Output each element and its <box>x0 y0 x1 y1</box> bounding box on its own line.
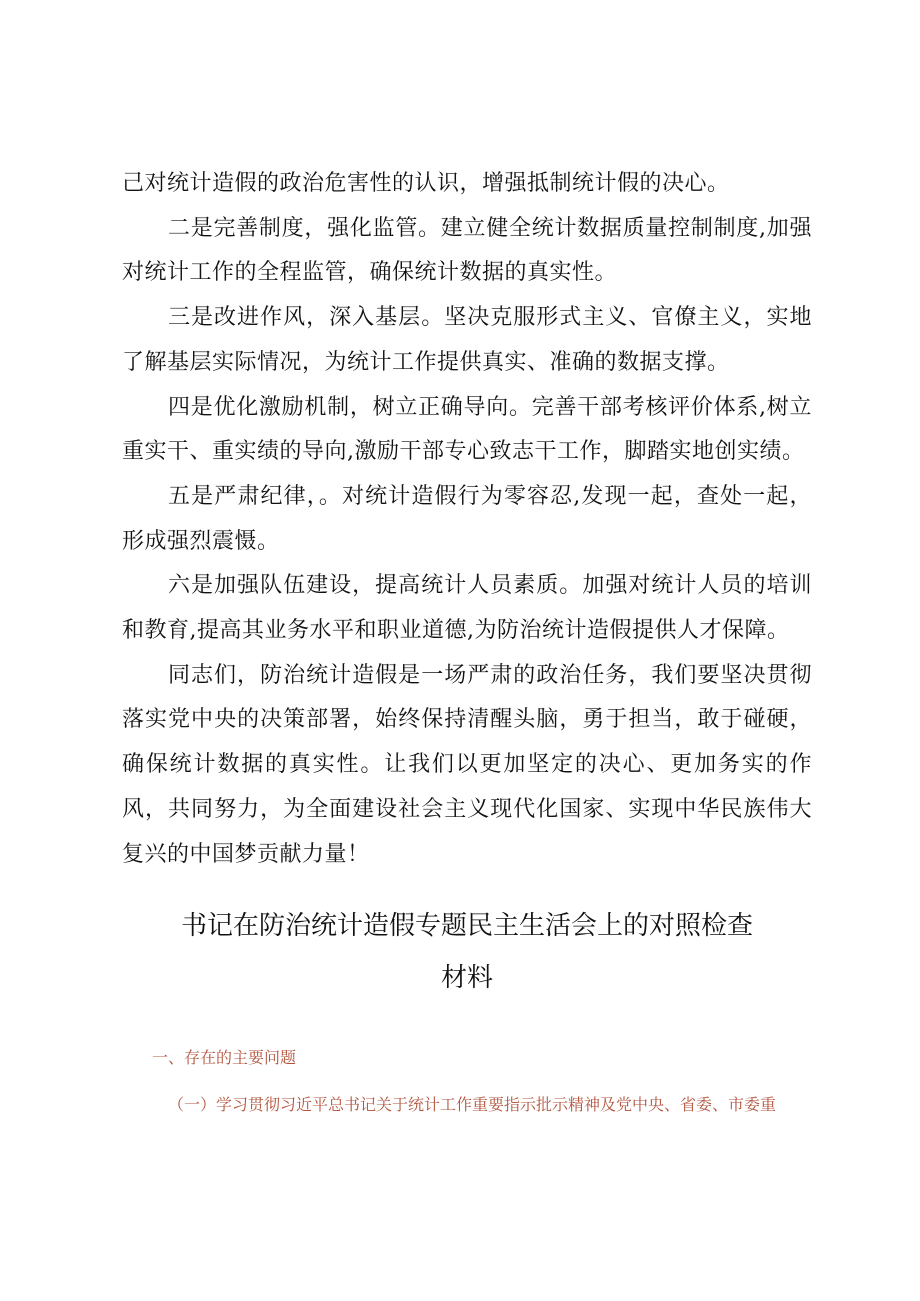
paragraph-item-3: 三是改进作风，深入基层。坚决克服形式主义、官僚主义，实地了解基层实际情况，为统计工作提供真实、准确的数据支撑。 <box>122 305 812 375</box>
title-line-1: 书记在防治统计造假专题民主生活会上的对照检查 <box>180 911 753 941</box>
paragraph-item-4: 四是优化激励机制，树立正确导向。完善干部考核评价体系,树立重实干、重实绩的导向,激励干部专心致志干工作，脚踏实地创实绩。 <box>122 394 812 465</box>
document-title <box>122 900 812 1004</box>
paragraph-continuation: 己对统计造假的政治危害性的认识，增强抵制统计假的决心。 <box>122 171 730 196</box>
section-item: （一）学习贯彻习近平总书记关于统计工作重要指示批示精神及党中央、省委、市委重 <box>168 1095 777 1114</box>
paragraph-item-5: 五是严肃纪律，。对统计造假行为零容忍,发现一起，查处一起，形成强烈震慑。 <box>122 483 812 554</box>
title-line-2: 材料 <box>440 963 493 993</box>
paragraph-item-6: 六是加强队伍建设，提高统计人员素质。加强对统计人员的培训和教育,提高其业务水平和职业道德,为防治统计造假提供人才保障。 <box>122 573 812 644</box>
paragraph-closing: 同志们，防治统计造假是一场严肃的政治任务，我们要坚决贯彻落实党中央的决策部署，始终保持清醒头脑，勇于担当，敢于碰硬，确保统计数据的真实性。让我们以更加坚定的决心、更加务实的作风，共同努力，为全面建设社会主义现代化国家、实现中华民族伟大复兴的中国梦贡献力量！ <box>122 662 812 867</box>
body-text <box>122 162 812 877</box>
section-heading: 一、存在的主要问题 <box>152 1048 297 1067</box>
paragraph-item-2: 二是完善制度，强化监管。建立健全统计数据质量控制制度,加强对统计工作的全程监管，确保统计数据的真实性。 <box>122 215 812 286</box>
